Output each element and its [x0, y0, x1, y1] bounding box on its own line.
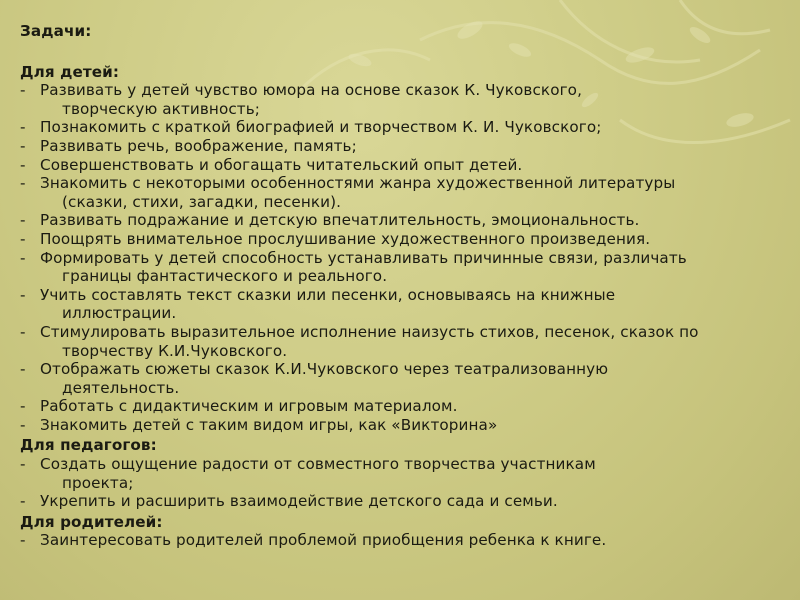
list-item [20, 286, 794, 323]
list-item-text: Познакомить с краткой биографией и творчеством К. И. Чуковского; [40, 118, 602, 137]
list-item-text: Учить составлять текст сказки или песенки, основываясь на книжные [40, 285, 616, 304]
list-item-text: Формировать у детей способность устанавливать причинные связи, различать [40, 248, 687, 267]
list-item-text: Заинтересовать родителей проблемой приобщения ребенка к книге. [40, 531, 607, 550]
bullet-dash: - [20, 492, 26, 511]
bullet-dash: - [20, 248, 26, 267]
bullet-dash: - [20, 397, 26, 416]
bullet-dash: - [20, 155, 26, 174]
bullet-dash: - [20, 531, 26, 550]
page-title: Задачи: [20, 22, 92, 40]
bullet-dash: - [20, 174, 26, 193]
bullet-dash: - [20, 229, 26, 248]
section-title: Для педагогов: [20, 436, 157, 455]
list-item-text: Стимулировать выразительное исполнение наизусть стихов, песенок, сказок по [40, 322, 699, 341]
list-item-continuation: иллюстрации. [62, 304, 177, 323]
bullet-dash: - [20, 455, 26, 474]
section-title: Для детей: [20, 62, 120, 81]
list-item-continuation: границы фантастического и реального. [62, 267, 388, 286]
bullet-dash: - [20, 415, 26, 434]
list-item-continuation: творчеству К.И.Чуковского. [62, 341, 288, 360]
list-item-text: Знакомить детей с таким видом игры, как «Викторина» [40, 415, 498, 434]
list-item-text: Совершенствовать и обогащать читательский опыт детей. [40, 155, 523, 174]
task-list [20, 22, 794, 550]
list-item-text: Работать с дидактическим и игровым материалом. [40, 397, 458, 416]
list-item [20, 416, 794, 435]
list-item [20, 81, 794, 118]
list-item-text: Поощрять внимательное прослушивание художественного произведения. [40, 229, 651, 248]
list-item-text: Отображать сюжеты сказок К.И.Чуковского через театрализованную [40, 360, 609, 379]
list-item [20, 397, 794, 416]
list-item [20, 118, 794, 137]
list-item [20, 531, 794, 550]
list-item-continuation: деятельность. [62, 378, 180, 397]
list-item [20, 492, 794, 511]
list-item [20, 211, 794, 230]
list-item-text: Создать ощущение радости от совместного творчества участникам [40, 455, 596, 474]
list-item-text: Знакомить с некоторыми особенностями жанра художественной литературы [40, 174, 676, 193]
sections [20, 63, 794, 550]
bullet-dash: - [20, 118, 26, 137]
list-item-text: Укрепить и расширить взаимодействие детского сада и семьи. [40, 492, 558, 511]
list-item [20, 156, 794, 175]
bullet-dash: - [20, 136, 26, 155]
list-item-text: Развивать у детей чувство юмора на основе сказок К. Чуковского, [40, 81, 582, 100]
list-item [20, 137, 794, 156]
bullet-dash: - [20, 285, 26, 304]
section-title: Для родителей: [20, 512, 163, 531]
list-item [20, 174, 794, 211]
list-item [20, 455, 794, 492]
list-item [20, 230, 794, 249]
bullet-dash: - [20, 211, 26, 230]
list-item-text: Развивать речь, воображение, память; [40, 136, 357, 155]
list-item-continuation: проекта; [62, 473, 134, 492]
list-item [20, 360, 794, 397]
list-item [20, 249, 794, 286]
list-item [20, 323, 794, 360]
list-item-continuation: творческую активность; [62, 99, 261, 118]
list-item-continuation: (сказки, стихи, загадки, песенки). [62, 192, 342, 211]
bullet-dash: - [20, 322, 26, 341]
bullet-dash: - [20, 81, 26, 100]
bullet-dash: - [20, 360, 26, 379]
list-item-text: Развивать подражание и детскую впечатлительность, эмоциональность. [40, 211, 640, 230]
